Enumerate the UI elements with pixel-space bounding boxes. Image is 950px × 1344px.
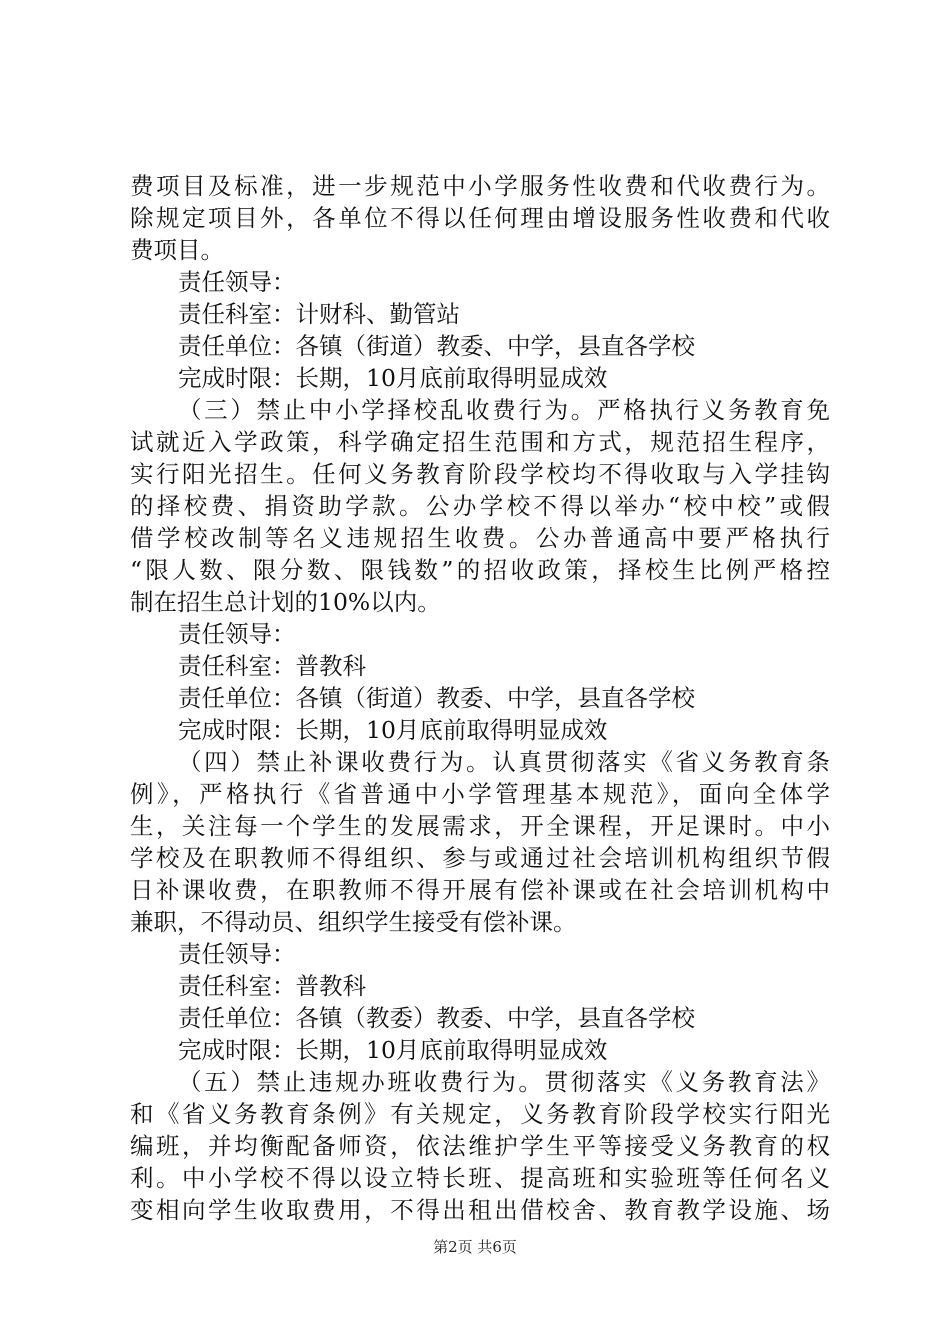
text-line: 编班，并均衡配备师资，依法维护学生平等接受义务教育的权 (130, 1132, 830, 1160)
section-heading-four: （四）禁止补课收费行为。认真贯彻落实《省义务教育条 (178, 748, 830, 776)
text-line: 日补课收费，在职教师不得开展有偿补课或在社会培训机构中 (130, 876, 830, 904)
document-body (130, 170, 830, 1226)
section-heading-three: （三）禁止中小学择校乱收费行为。严格执行义务教育免 (178, 396, 830, 424)
text-line: 学校及在职教师不得组织、参与或通过社会培训机构组织节假 (130, 844, 830, 872)
text-line: 和《省义务教育条例》有关规定，义务教育阶段学校实行阳光 (130, 1100, 830, 1128)
responsible-office-line: 责任科室：普教科 (178, 652, 366, 680)
text-line: 试就近入学政策，科学确定招生范围和方式，规范招生程序， (130, 428, 830, 456)
text-line: 借学校改制等名义违规招生收费。公办普通高中要严格执行 (130, 524, 830, 552)
deadline-line: 完成时限：长期，10月底前取得明显成效 (178, 1036, 608, 1064)
text-line: 变相向学生收取费用，不得出租出借校舍、教育教学设施、场 (130, 1196, 830, 1224)
text-line: 的择校费、捐资助学款。公办学校不得以举办“校中校”或假 (130, 492, 830, 520)
responsible-unit-line: 责任单位：各镇（教委）教委、中学，县直各学校 (178, 1004, 695, 1032)
text-line: 费项目及标准，进一步规范中小学服务性收费和代收费行为。 (130, 172, 830, 200)
responsible-leader-line: 责任领导： (178, 268, 296, 296)
text-line: 兼职，不得动员、组织学生接受有偿补课。 (130, 908, 577, 936)
text-line: 制在招生总计划的10%以内。 (130, 588, 441, 616)
text-line: 除规定项目外，各单位不得以任何理由增设服务性收费和代收 (130, 204, 830, 232)
responsible-unit-line: 责任单位：各镇（街道）教委、中学，县直各学校 (178, 684, 695, 712)
responsible-leader-line: 责任领导： (178, 620, 296, 648)
deadline-line: 完成时限：长期，10月底前取得明显成效 (178, 716, 608, 744)
responsible-office-line: 责任科室：普教科 (178, 972, 366, 1000)
text-line: 实行阳光招生。任何义务教育阶段学校均不得收取与入学挂钩 (130, 460, 830, 488)
text-line: 费项目。 (130, 236, 224, 264)
section-heading-five: （五）禁止违规办班收费行为。贯彻落实《义务教育法》 (178, 1068, 830, 1096)
deadline-line: 完成时限：长期，10月底前取得明显成效 (178, 364, 608, 392)
text-line: 例》，严格执行《省普通中小学管理基本规范》，面向全体学 (130, 780, 830, 808)
responsible-unit-line: 责任单位：各镇（街道）教委、中学，县直各学校 (178, 332, 695, 360)
text-line: 利。中小学校不得以设立特长班、提高班和实验班等任何名义 (130, 1164, 830, 1192)
page-footer: 第2页 共6页 (433, 1238, 517, 1256)
text-line: 生，关注每一个学生的发展需求，开全课程，开足课时。中小 (130, 812, 830, 840)
responsible-leader-line: 责任领导： (178, 940, 296, 968)
text-line: “限人数、限分数、限钱数”的招收政策，择校生比例严格控 (130, 556, 830, 584)
responsible-office-line: 责任科室：计财科、勤管站 (178, 300, 460, 328)
